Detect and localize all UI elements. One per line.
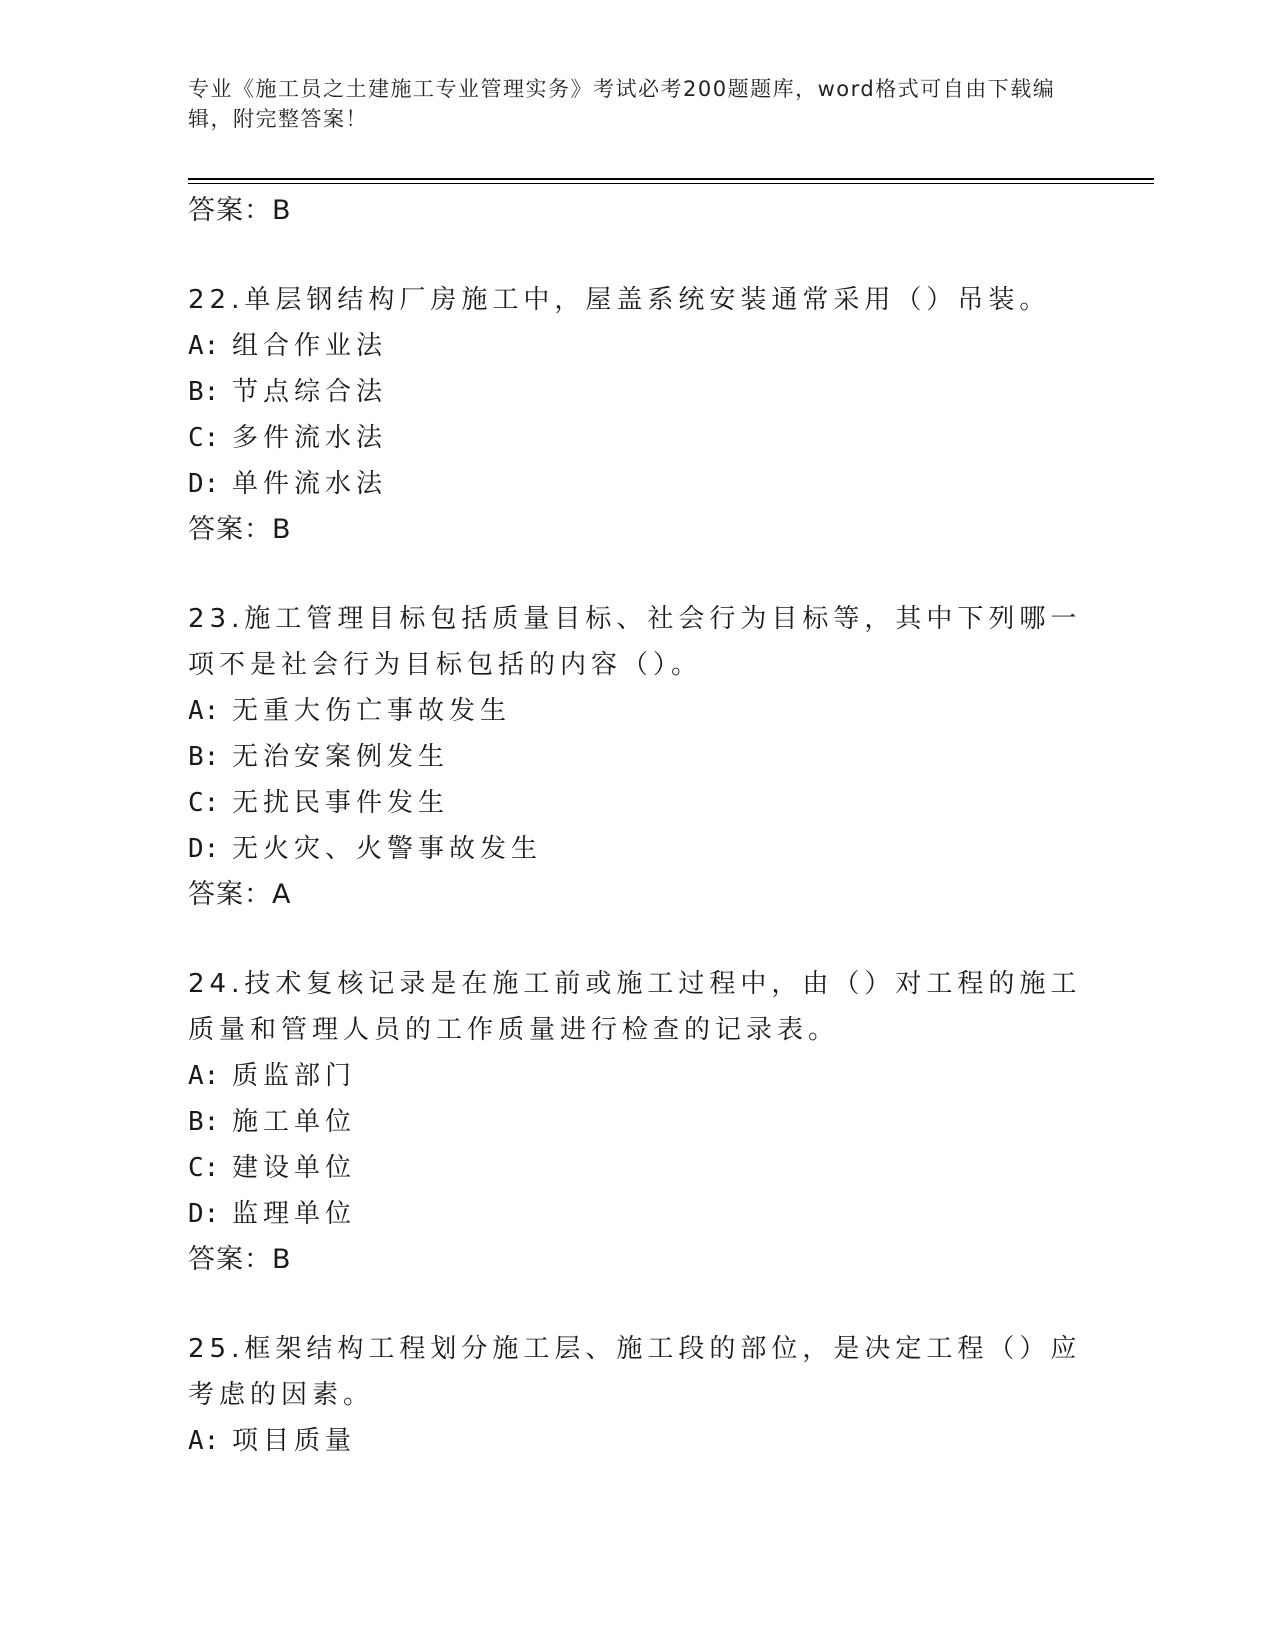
option-text: 质监部门 (232, 1061, 357, 1091)
answer-previous: 答案：B (188, 195, 292, 226)
question-25 (188, 1326, 1088, 1464)
question-text: 23.施工管理目标包括质量目标、社会行为目标等，其中下列哪一项不是社会行为目标包括的内容（）。 (188, 604, 1082, 680)
option-a (188, 1053, 1088, 1099)
option-text: 无治安案例发生 (232, 742, 450, 772)
option-letter: D: (188, 469, 220, 499)
option-text: 无火灾、火警事故发生 (232, 834, 543, 864)
option-letter: B: (188, 1107, 220, 1137)
page-header: 专业《施工员之土建施工专业管理实务》考试必考200题题库，word格式可自由下载编辑，附完整答案！ (188, 77, 1056, 131)
question-24 (188, 961, 1088, 1283)
option-text: 施工单位 (232, 1107, 357, 1137)
option-letter: A: (188, 696, 220, 726)
option-letter: A: (188, 331, 220, 361)
document-body (188, 188, 1088, 1464)
option-a (188, 1418, 1088, 1464)
option-text: 节点综合法 (232, 377, 388, 407)
option-text: 监理单位 (232, 1199, 357, 1229)
option-b (188, 1099, 1088, 1145)
option-b (188, 734, 1088, 780)
answer: 答案：A (188, 879, 292, 910)
question-text: 22.单层钢结构厂房施工中，屋盖系统安装通常采用（）吊装。 (188, 285, 1051, 315)
option-b (188, 369, 1088, 415)
header-rule-thin (188, 183, 1154, 184)
option-text: 单件流水法 (232, 469, 388, 499)
question-text: 25.框架结构工程划分施工层、施工段的部位，是决定工程（）应考虑的因素。 (188, 1334, 1082, 1410)
option-d (188, 826, 1088, 872)
question-text: 24.技术复核记录是在施工前或施工过程中，由（）对工程的施工质量和管理人员的工作质量进行检查的记录表。 (188, 969, 1082, 1045)
option-text: 无扰民事件发生 (232, 788, 450, 818)
answer: 答案：B (188, 1244, 292, 1275)
option-letter: B: (188, 377, 220, 407)
question-23 (188, 596, 1088, 918)
option-text: 无重大伤亡事故发生 (232, 696, 512, 726)
option-text: 多件流水法 (232, 423, 388, 453)
option-text: 建设单位 (232, 1153, 357, 1183)
header-rule (188, 178, 1154, 180)
option-letter: C: (188, 423, 220, 453)
option-letter: B: (188, 742, 220, 772)
option-d (188, 461, 1088, 507)
answer: 答案：B (188, 514, 292, 545)
option-letter: D: (188, 834, 220, 864)
option-letter: A: (188, 1061, 220, 1091)
option-a (188, 688, 1088, 734)
option-letter: C: (188, 788, 220, 818)
option-d (188, 1191, 1088, 1237)
option-c (188, 415, 1088, 461)
option-a (188, 323, 1088, 369)
option-letter: D: (188, 1199, 220, 1229)
option-text: 项目质量 (232, 1426, 357, 1456)
option-c (188, 1145, 1088, 1191)
option-letter: C: (188, 1153, 220, 1183)
option-letter: A: (188, 1426, 220, 1456)
option-text: 组合作业法 (232, 331, 388, 361)
option-c (188, 780, 1088, 826)
question-22 (188, 277, 1088, 553)
